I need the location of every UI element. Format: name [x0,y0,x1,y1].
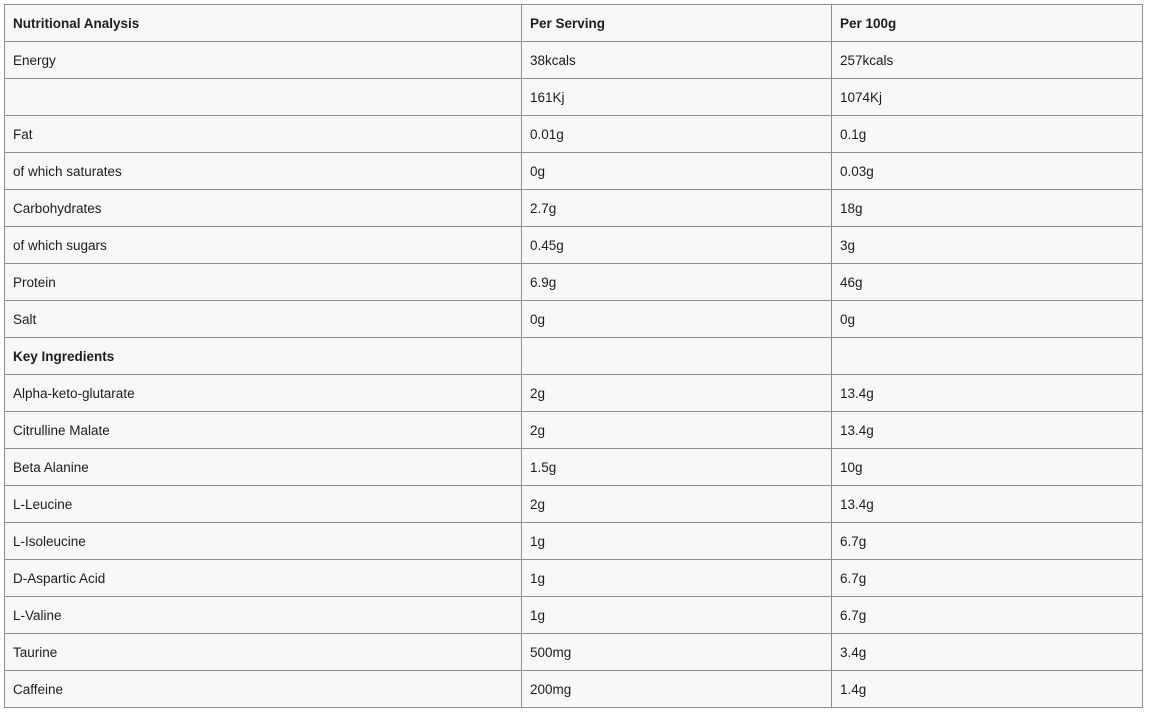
per-serving-cell: 1g [522,523,832,560]
per-serving-cell: 2.7g [522,190,832,227]
table-row [5,523,1143,560]
per-100g-cell: 13.4g [832,486,1143,523]
table-row [5,116,1143,153]
per-serving-cell: 38kcals [522,42,832,79]
per-100g-cell [832,338,1143,375]
per-100g-cell: 13.4g [832,412,1143,449]
nutrient-name-cell: Beta Alanine [5,449,522,486]
per-100g-cell: 3.4g [832,634,1143,671]
nutrient-name-cell: of which saturates [5,153,522,190]
table-row [5,486,1143,523]
nutrition-table [4,4,1143,708]
table-row [5,79,1143,116]
table-row [5,412,1143,449]
per-serving-cell: 1.5g [522,449,832,486]
per-serving-cell: 1g [522,560,832,597]
per-serving-cell: 200mg [522,671,832,708]
per-100g-cell: 6.7g [832,523,1143,560]
nutrient-name-cell: L-Valine [5,597,522,634]
per-100g-cell: 18g [832,190,1143,227]
per-100g-cell: 1074Kj [832,79,1143,116]
table-row [5,449,1143,486]
table-row [5,153,1143,190]
per-100g-cell: 10g [832,449,1143,486]
per-serving-cell: 500mg [522,634,832,671]
table-row [5,560,1143,597]
nutrition-table-body [5,5,1143,708]
per-serving-cell: 0.01g [522,116,832,153]
nutrition-table-container [4,4,1143,708]
nutrient-name-cell: Fat [5,116,522,153]
per-100g-cell: 13.4g [832,375,1143,412]
per-100g-cell: 6.7g [832,597,1143,634]
per-serving-cell: 6.9g [522,264,832,301]
per-serving-cell: 2g [522,412,832,449]
nutrient-name-cell: L-Leucine [5,486,522,523]
per-100g-cell: 0.03g [832,153,1143,190]
per-100g-cell: 6.7g [832,560,1143,597]
table-row [5,264,1143,301]
per-100g-cell: 257kcals [832,42,1143,79]
table-row [5,301,1143,338]
per-serving-cell: 161Kj [522,79,832,116]
per-serving-cell [522,338,832,375]
nutrient-name-cell: Protein [5,264,522,301]
nutrient-name-cell: Energy [5,42,522,79]
nutrient-name-cell [5,79,522,116]
per-100g-cell: 46g [832,264,1143,301]
per-serving-cell: 1g [522,597,832,634]
nutrient-name-cell: Citrulline Malate [5,412,522,449]
nutrient-name-cell: Carbohydrates [5,190,522,227]
per-100g-cell: 0g [832,301,1143,338]
nutrient-name-cell: D-Aspartic Acid [5,560,522,597]
table-row [5,42,1143,79]
header-per-serving: Per Serving [522,5,832,42]
header-per-100g: Per 100g [832,5,1143,42]
table-row [5,597,1143,634]
per-100g-cell: 0.1g [832,116,1143,153]
nutrient-name-cell: Salt [5,301,522,338]
nutrient-name-cell: L-Isoleucine [5,523,522,560]
header-nutritional-analysis: Nutritional Analysis [5,5,522,42]
nutrient-name-cell: Caffeine [5,671,522,708]
table-row [5,634,1143,671]
per-serving-cell: 0.45g [522,227,832,264]
table-row [5,375,1143,412]
table-row [5,671,1143,708]
section-header-row [5,338,1143,375]
nutrient-name-cell: Alpha-keto-glutarate [5,375,522,412]
per-serving-cell: 0g [522,153,832,190]
table-row [5,227,1143,264]
per-serving-cell: 0g [522,301,832,338]
table-row [5,190,1143,227]
per-100g-cell: 1.4g [832,671,1143,708]
nutrient-name-cell: of which sugars [5,227,522,264]
table-header-row [5,5,1143,42]
nutrient-name-cell: Key Ingredients [5,338,522,375]
per-serving-cell: 2g [522,486,832,523]
nutrient-name-cell: Taurine [5,634,522,671]
per-100g-cell: 3g [832,227,1143,264]
per-serving-cell: 2g [522,375,832,412]
